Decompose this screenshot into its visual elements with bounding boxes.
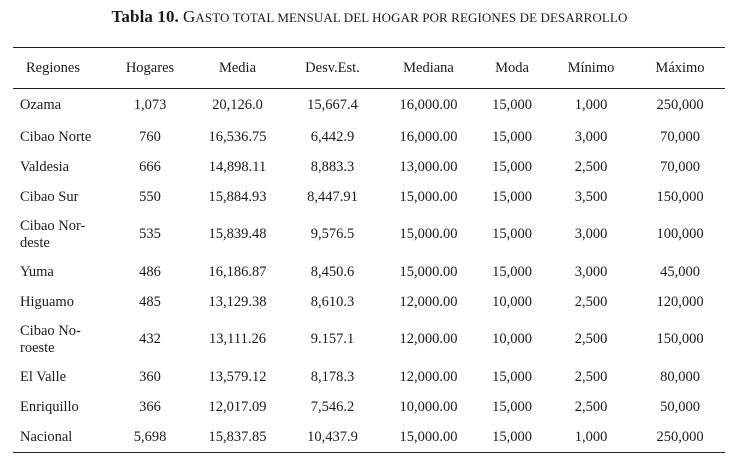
cell-moda: 15,000 [477,422,547,453]
cell-hogares: 5,698 [110,422,190,453]
cell-desv: 8,610.3 [310,293,355,310]
table-row [13,317,725,362]
cell-mediana: 12,000.00 [399,293,458,310]
cell-maximo: 120,000 [656,293,704,310]
cell-moda: 15,000 [492,226,532,242]
header-moda: Moda [477,48,547,89]
cell-hogares: 535 [139,226,161,242]
cell-minimo: 2,500 [574,398,608,415]
cell-media: 15,839.48 [208,226,267,242]
cell-media: 13,129.38 [208,293,267,310]
title-initial: G [183,7,196,26]
cell-minimo: 3,000 [574,263,608,280]
cell-hogares: 760 [139,128,161,145]
cell-region: Nacional [13,422,110,453]
cell-minimo: 1,000 [547,422,635,453]
table-row [13,212,725,257]
cell-desv: 15,667.4 [307,97,358,113]
cell-hogares: 550 [139,188,161,205]
cell-media: 13,579.12 [208,368,267,385]
cell-maximo: 100,000 [656,226,704,242]
header-row [13,48,725,89]
cell-mediana: 15,000.00 [399,263,458,280]
cell-moda: 15,000 [492,263,532,280]
cell-hogares: 360 [139,368,161,385]
cell-media: 15,837.85 [190,422,285,453]
cell-mediana: 12,000.00 [399,368,458,385]
header-minimo: Mínimo [547,48,635,89]
cell-moda: 15,000 [492,398,532,415]
cell-mediana: 15,000.00 [380,422,477,453]
cell-mediana: 16,000.00 [399,97,458,113]
cell-minimo: 1,000 [574,97,608,113]
table-row [13,122,725,152]
cell-moda: 15,000 [492,188,532,205]
table-row [13,392,725,422]
cell-region: Higuamo [20,293,74,310]
cell-region [13,317,110,362]
cell-region: El Valle [20,368,67,385]
table-label: Tabla 10. [111,7,179,26]
cell-region: Cibao Sur [20,188,79,205]
title-text: ASTO TOTAL MENSUAL DEL HOGAR POR REGIONES DE DESARROLLO [195,10,628,25]
cell-mediana: 15,000.00 [399,226,458,242]
table-row [13,362,725,392]
expense-table [13,47,725,453]
cell-media: 16,186.87 [208,263,267,280]
cell-media: 16,536.75 [208,128,267,145]
cell-maximo: 250,000 [635,422,725,453]
table-row-total [13,422,725,453]
cell-moda: 15,000 [492,368,532,385]
header-maximo: Máximo [635,48,725,89]
cell-maximo: 70,000 [660,128,700,145]
cell-desv: 6,442.9 [310,128,355,145]
cell-mediana: 16,000.00 [399,128,458,145]
cell-minimo: 2,500 [574,368,608,385]
cell-media: 12,017.09 [208,398,267,415]
cell-maximo: 250,000 [656,97,704,113]
cell-hogares: 485 [139,293,161,310]
cell-moda: 15,000 [492,128,532,145]
header-regiones: Regiones [13,48,110,89]
cell-maximo: 150,000 [656,331,704,347]
cell-media: 13,111.26 [209,331,266,347]
cell-maximo: 150,000 [656,188,704,205]
cell-region: Ozama [20,97,62,113]
cell-region: Cibao Norte [20,128,92,145]
table-row [13,182,725,212]
cell-region: Enriquillo [20,398,79,415]
cell-media: 20,126.0 [212,97,263,113]
table-row [13,287,725,317]
header-desv-est: Desv.Est. [285,48,380,89]
cell-media: 15,884.93 [208,188,267,205]
cell-hogares: 1,073 [133,97,167,113]
cell-desv: 10,437.9 [285,422,380,453]
cell-minimo: 3,000 [574,226,608,242]
cell-desv: 9,576.5 [310,226,355,242]
cell-desv: 8,450.6 [310,263,355,280]
cell-region: Valdesia [20,158,70,175]
cell-mediana: 10,000.00 [399,398,458,415]
cell-hogares: 432 [139,331,161,347]
cell-moda: 15,000 [492,97,532,113]
table-row [13,89,725,123]
cell-region-line1: Cibao No- [20,322,81,339]
cell-minimo: 3,000 [574,128,608,145]
cell-hogares: 486 [139,263,161,280]
cell-media: 14,898.11 [208,158,267,175]
cell-minimo: 2,500 [574,331,608,347]
header-mediana: Mediana [380,48,477,89]
cell-desv: 8,447.91 [307,188,358,205]
cell-desv: 8,178.3 [310,368,355,385]
table-title [0,7,739,27]
cell-maximo: 50,000 [660,398,700,415]
cell-region-line2: deste [20,234,50,251]
table-row [13,257,725,287]
cell-desv: 7,546.2 [310,398,355,415]
cell-mediana: 12,000.00 [399,331,458,347]
cell-mediana: 15,000.00 [399,188,458,205]
cell-maximo: 70,000 [660,158,700,175]
cell-minimo: 2,500 [574,158,608,175]
cell-region: Yuma [20,263,54,280]
cell-hogares: 366 [139,398,161,415]
cell-moda: 10,000 [492,331,532,347]
cell-desv: 9.157.1 [310,331,355,347]
table-row [13,152,725,182]
cell-moda: 15,000 [492,158,532,175]
cell-maximo: 45,000 [660,263,700,280]
cell-desv: 8,883.3 [310,158,355,175]
cell-region-line2: roeste [20,339,55,356]
cell-minimo: 2,500 [574,293,608,310]
cell-mediana: 13,000.00 [399,158,458,175]
cell-maximo: 80,000 [660,368,700,385]
header-hogares: Hogares [110,48,190,89]
header-media: Media [190,48,285,89]
cell-hogares: 666 [139,158,161,175]
cell-region [13,212,110,257]
cell-region-line1: Cibao Nor- [20,217,86,234]
cell-minimo: 3,500 [574,188,608,205]
cell-moda: 10,000 [492,293,532,310]
